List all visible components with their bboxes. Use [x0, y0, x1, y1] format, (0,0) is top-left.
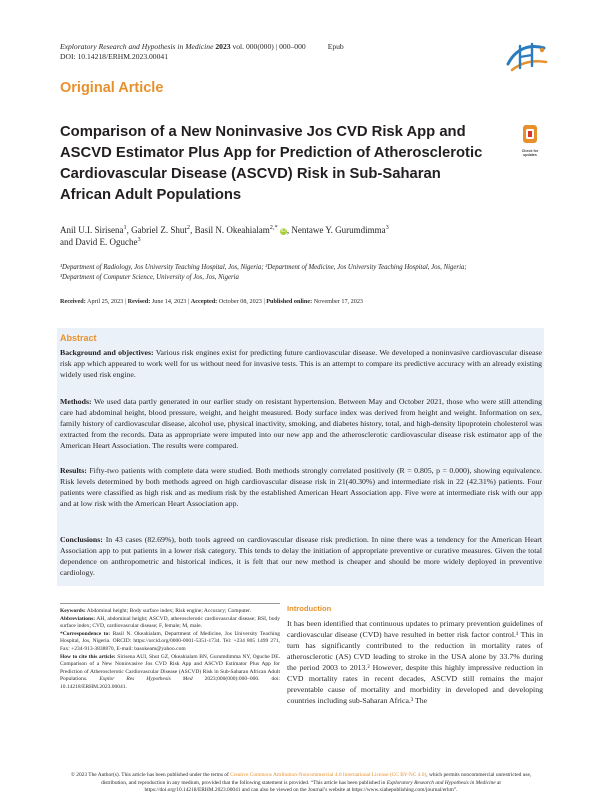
abstract-results — [60, 465, 542, 509]
published-label: Published online: — [266, 298, 313, 305]
license-tail: at https://doi.org/10.14218/ERHM.2023.00041 and can also be viewed on the Journal’s website at https://www.xiahepublishing.com/journal/erhm”. — [144, 779, 501, 794]
revised-date: June 14, 2023 — [151, 298, 187, 305]
journal-volume: vol. 000(000) | 000–000 — [230, 42, 306, 51]
cite-label: How to cite this article: — [60, 653, 116, 660]
author-affil: 1 — [123, 224, 127, 231]
article-dates — [60, 297, 363, 306]
abstract-text: In 43 cases (82.69%), both tools agreed on cardiovascular disease risk prediction. In nine there was a tendency for the American Heart Association app to put patients in a lower risk category. This tends to delay the initiation of appropriate preventive or curative measures. Given the total dependence on anthropometric and historical indices, it is felt that our new method is cheaper and should be more widely deployed in preventive cardiology. — [60, 535, 543, 577]
check-badge-line2: updates — [523, 153, 537, 158]
check-for-updates-badge[interactable] — [516, 124, 544, 158]
abstract-conclusions — [60, 534, 542, 578]
correspondence: Basil N. Okeahialam, Department of Medicine, Jos University Teaching Hospital, Jos, Nigeria. ORCID: https://orcid.org/0000-0001-5351-1734. Tel: +234 805 1499 271, Fax: +234-913-3838870, E-mail: basokeam@yahoo.com — [60, 630, 281, 652]
abstract-heading: Abstract — [60, 333, 97, 343]
footnote-divider — [60, 603, 280, 604]
abstract-label: Results: — [60, 466, 87, 475]
abbreviations: AH, abdominal height; ASCVD, atherosclerotic cardiovascular disease; BSI, body surface index; CVD, cardiovascular disease; F, female; M, male. — [60, 615, 280, 630]
journal-logo-icon — [500, 40, 552, 74]
citation-tail: 2023;000(000):000–000. doi: 10.14218/ERHM.2023.00041. — [60, 676, 281, 690]
license-journal: Exploratory Research and Hypothesis in Medicine — [386, 779, 496, 786]
epub-label: Epub — [327, 42, 344, 51]
received-date: April 25, 2023 — [87, 298, 124, 305]
author: Nentawe Y. Gurumdimma — [291, 225, 386, 235]
affiliation-line: ³Department of Computer Science, University of Jos, Jos, Nigeria — [60, 273, 239, 281]
check-for-updates-icon — [516, 124, 544, 144]
affiliations — [60, 263, 550, 282]
accepted-label: Accepted: — [190, 298, 218, 305]
date-separator: | — [263, 298, 265, 305]
accepted-date: October 08, 2023 — [218, 298, 262, 305]
author-affil: 2 — [186, 224, 191, 231]
and-word: and — [60, 237, 73, 247]
abstract-text: Fifty-two patients with complete data were studied. Both methods strongly correlated positively (R = 0.805, p = 0.000), showing equivalence. Risk levels determined by both methods agreed on high cardiovascular disease risk in 21(40.30%) and intermediate risk in 22 (42.31%) patients. Four patients were classified as high risk and as medium risk by the established American Heart Association app. Five were at intermediate risk with our app and at low risk with the American Heart Association app. — [60, 466, 542, 508]
published-date: November 17, 2023 — [313, 298, 364, 305]
footnotes — [60, 608, 280, 692]
abstract-label: Background and objectives: — [60, 348, 154, 357]
license-prefix: © 2023 The Author(s). This article has been published under the terms of — [70, 772, 229, 778]
abbreviations-label: Abbreviations: — [60, 615, 96, 622]
author-list: Anil U.I. Sirisena$^1$, Gabriel Z. Shut$^2$, Basil N. Okeahialam$^{2,*}$ iD, Nentawe Y. Gurumdimma$^3$ and David E. Oguche$^3$ — [60, 224, 389, 247]
keywords: Abdominal height; Body surface index; Risk engine; Accuracy; Computer. — [86, 608, 251, 614]
author-affil: 3 — [137, 236, 141, 243]
introduction-text: It has been identified that continuous updates to primary prevention guidelines of cardiovascular disease (CVD) have resulted in better risk factor control.¹ This in turn has significantly contributed to the reduction in mortality rates of atherosclerotic (AS) CVD leading to stroke in the USA alone by 33.7% during the period 2003 to 2013.² However, despite this highly impressive reduction in CVD mortality rates in recent decades, ASCVD still remains the major preventable cause of mortality and morbidity in developed and developing countries including sub-Saharan Africa.³ The — [287, 619, 543, 705]
author-affil: 2,* — [269, 224, 278, 231]
doi[interactable]: DOI: 10.14218/ERHM.2023.00041 — [60, 52, 168, 61]
abstract-background — [60, 347, 542, 380]
date-separator: | — [187, 298, 190, 305]
received-label: Received: — [60, 298, 86, 305]
author-affil: 3 — [385, 224, 389, 231]
author: David E. Oguche — [75, 237, 138, 247]
journal-header — [60, 42, 344, 62]
article-title: Comparison of a New Noninvasive Jos CVD Risk App and ASCVD Estimator Plus App for Prediction of Atherosclerotic Cardiovascular Disease (ASCVD) Risk in Sub-Saharan African Adult Populations — [60, 124, 483, 203]
keywords-label: Keywords: — [60, 608, 86, 614]
author: Gabriel Z. Shut — [131, 225, 187, 235]
citation: Sirisena AUI, Shut GZ, Okeahialam BN, Gurumdimma NY, Oguche DE. Comparison of a New Noninvasive Jos CVD Risk App and ASCVD Estimator Plus App for Prediction of Atherosclerotic Cardiovascular Disease (ASCVD) Risk in Sub-Saharan African Adult Populations. — [60, 653, 281, 683]
journal-year: 2023 — [215, 42, 231, 51]
citation-journal: Explor Res Hypothesis Med — [99, 676, 193, 683]
author: Basil N. Okeahialam — [194, 225, 270, 235]
license-suffix: , which permits noncommercial unrestricted use, distribution, and reproduction in any medium, provided that the following statement is provided. “This article has been published in — [101, 772, 532, 786]
journal-name: Exploratory Research and Hypothesis in Medicine — [60, 42, 214, 51]
affiliation-line: ¹Department of Radiology, Jos University Teaching Hospital, Jos, Nigeria; ²Department of Medicine, Jos University Teaching Hospital, Jos, Nigeria; — [60, 264, 467, 271]
date-separator: | — [124, 298, 127, 305]
correspondence-label: *Correspondence to: — [60, 630, 111, 637]
abstract-text: We used data partly generated in our earlier study on resistant hypertension. Between May and October 2021, those who were still attending care had abdominal height, blood pressure, weight, and height measured. Body surface index was derived from height and weight. Information on sex, family history of cardiovascular disease, alcohol use, physical inactivity, smoking, and diabetes history, total, and high-density lipoprotein cholesterol was extracted from the records. Data as appropriate were imputed into our new app and the atherosclerotic cardiovascular disease risk estimator app of the American Heart Association. The results were compared. — [60, 397, 543, 450]
author: Anil U.I. Sirisena — [60, 225, 124, 235]
abstract-label: Conclusions: — [60, 535, 103, 544]
license-notice — [60, 772, 542, 795]
abstract-label: Methods: — [60, 397, 92, 406]
orcid-icon[interactable]: iD — [281, 228, 286, 234]
license-link[interactable]: Creative Commons Attribution-Noncommercial 4.0 International License (CC BY-NC 4.0) — [230, 772, 427, 778]
abstract-methods — [60, 396, 542, 451]
section-label: Original Article — [60, 80, 164, 96]
revised-label: Revised: — [127, 298, 151, 305]
check-badge-line1: Check for — [521, 149, 539, 153]
abstract-text: Various risk engines exist for predicting future cardiovascular disease. We developed a noninvasive cardiovascular disease risk app which appeared to work well for us without need for invasive tests. This is an attempt to compare its predictive accuracy with an already existing widely used risk engine. — [60, 348, 543, 379]
introduction-heading: Introduction — [287, 604, 332, 613]
